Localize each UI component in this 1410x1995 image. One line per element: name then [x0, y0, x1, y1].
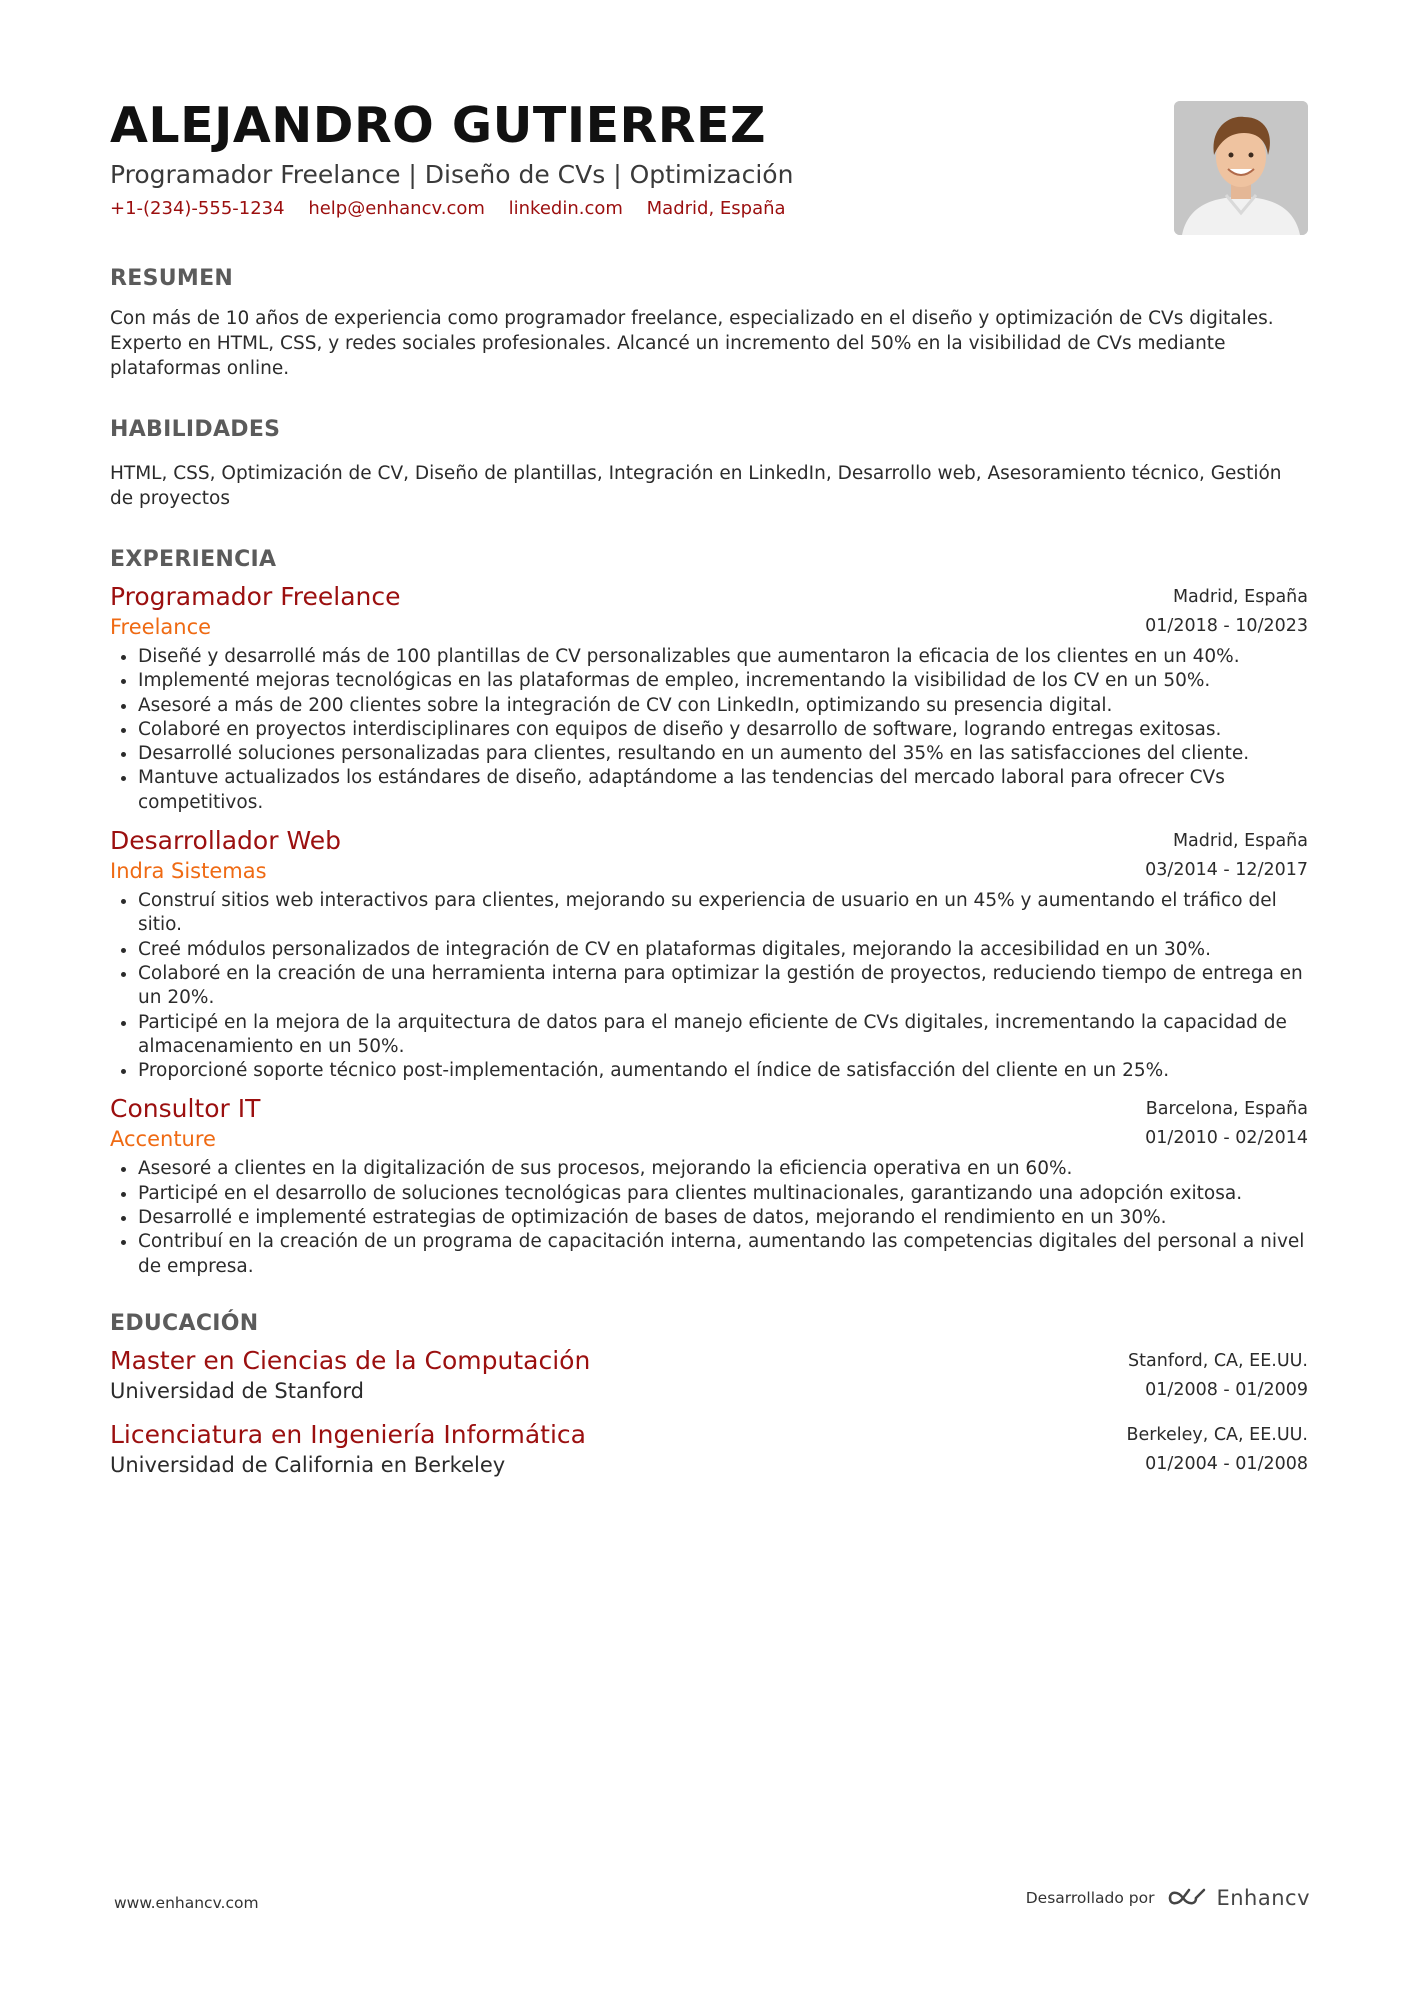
- job-bullets: [110, 1157, 1308, 1278]
- resume-content: [110, 96, 1308, 1489]
- contact-line: [110, 196, 1308, 222]
- job-location: Madrid, España: [1172, 587, 1308, 607]
- bullet-item: • Colaboré en proyectos interdisciplinares con equipos de diseño y desarrollo de software, logrando entregas exitosas.: [138, 718, 1308, 742]
- resume-header: [110, 96, 1308, 238]
- skills-section: [110, 415, 1308, 511]
- bullet-item: • Implementé mejoras tecnológicas en las plataformas de empleo, incrementando la visibilidad de los CV en un 50%.: [138, 669, 1308, 693]
- job-dates: 01/2010 - 02/2014: [1145, 1128, 1308, 1149]
- summary-heading: RESUMEN: [110, 266, 234, 291]
- school-location: Stanford, CA, EE.UU.: [1128, 1350, 1308, 1371]
- school-location: Berkeley, CA, EE.UU.: [1126, 1424, 1308, 1445]
- bullet-item: • Diseñé y desarrollé más de 100 plantillas de CV personalizables que aumentaron la eficacia de los clientes en un 40%.: [138, 645, 1308, 669]
- bullet-item: • Mantuve actualizados los estándares de diseño, adaptándome a las tendencias del mercado laboral para ofrecer CVs competitivos.: [138, 766, 1308, 815]
- experience-entry: [110, 1093, 1308, 1278]
- contact-phone[interactable]: +1-(234)-555-1234: [110, 198, 285, 219]
- company-name: Freelance: [110, 615, 212, 639]
- experience-section: [110, 545, 1308, 1279]
- degree-title: Master en Ciencias de la Computación: [110, 1345, 591, 1375]
- bullet-item: • Asesoré a clientes en la digitalización de sus procesos, mejorando la eficiencia operativa en un 60%.: [138, 1157, 1308, 1181]
- candidate-name: ALEJANDRO GUTIERREZ: [110, 97, 766, 154]
- bullet-item: • Desarrollé e implementé estrategias de optimización de bases de datos, mejorando el rendimiento en un 30%.: [138, 1206, 1308, 1230]
- job-dates: 03/2014 - 12/2017: [1145, 860, 1308, 881]
- skills-text: HTML, CSS, Optimización de CV, Diseño de plantillas, Integración en LinkedIn, Desarrollo web, Asesoramiento técnico, Gestión de proyectos: [110, 463, 1282, 509]
- enhancv-logo[interactable]: [1166, 1886, 1310, 1910]
- education-heading: EDUCACIÓN: [110, 1310, 259, 1336]
- school-name: Universidad de Stanford: [110, 1378, 364, 1403]
- contact-location: Madrid, España: [646, 198, 786, 219]
- job-bullets: [110, 645, 1308, 815]
- education-dates: 01/2008 - 01/2009: [1145, 1379, 1308, 1400]
- powered-by-label: Desarrollado por: [1025, 1889, 1155, 1907]
- contact-linkedin[interactable]: linkedin.com: [508, 198, 623, 219]
- contact-email[interactable]: help@enhancv.com: [308, 198, 485, 219]
- bullet-item: • Colaboré en la creación de una herramienta interna para optimizar la gestión de proyectos, reduciendo tiempo de entrega en un 20%.: [138, 962, 1308, 1011]
- bullet-item: • Contribuí en la creación de un programa de capacitación interna, aumentando las competencias digitales del personal a nivel de empresa.: [138, 1230, 1308, 1279]
- experience-heading: EXPERIENCIA: [110, 547, 277, 572]
- education-section: [110, 1309, 1308, 1479]
- job-bullets: [110, 889, 1308, 1083]
- bullet-item: • Participé en la mejora de la arquitectura de datos para el manejo eficiente de CVs digitales, incrementando la capacidad de almacenamiento en un 50%.: [138, 1011, 1308, 1060]
- skills-heading: HABILIDADES: [110, 417, 281, 442]
- bullet-item: • Creé módulos personalizados de integración de CV en plataformas digitales, mejorando la accesibilidad en un 30%.: [138, 938, 1308, 962]
- summary-text: Con más de 10 años de experiencia como programador freelance, especializado en el diseño y optimización de CVs digitales. Experto en HTML, CSS, y redes sociales profesionales. Alcancé un incremento del 50% en la visibilidad de CVs mediante plataformas online.: [110, 308, 1274, 379]
- experience-entry: [110, 581, 1308, 815]
- degree-title: Licenciatura en Ingeniería Informática: [110, 1419, 586, 1449]
- job-title: Consultor IT: [110, 1094, 261, 1124]
- bullet-item: • Proporcioné soporte técnico post-implementación, aumentando el índice de satisfacción del cliente en un 25%.: [138, 1059, 1308, 1083]
- bullet-item: • Participé en el desarrollo de soluciones tecnológicas para clientes multinacionales, garantizando una adopción exitosa.: [138, 1182, 1308, 1206]
- education-entry: [110, 1419, 1308, 1479]
- job-location: Barcelona, España: [1145, 1099, 1308, 1120]
- education-entry: [110, 1345, 1308, 1405]
- job-title: Desarrollador Web: [110, 826, 341, 856]
- profile-photo: [1174, 101, 1308, 235]
- bullet-item: • Asesoré a más de 200 clientes sobre la integración de CV con LinkedIn, optimizando su presencia digital.: [138, 694, 1308, 718]
- company-name: Indra Sistemas: [110, 859, 267, 884]
- enhancv-brand: Enhancv: [1216, 1886, 1310, 1910]
- enhancv-logo-icon: [1166, 1886, 1210, 1910]
- experience-entry: [110, 825, 1308, 1083]
- bullet-item: • Construí sitios web interactivos para clientes, mejorando su experiencia de usuario en un 45% y aumentando el tráfico del sitio.: [138, 889, 1308, 938]
- bullet-item: • Desarrollé soluciones personalizadas para clientes, resultando en un aumento del 35% en las satisfacciones del cliente.: [138, 742, 1308, 766]
- company-name: Accenture: [110, 1127, 216, 1152]
- job-location: Madrid, España: [1172, 831, 1308, 852]
- job-title: Programador Freelance: [110, 582, 401, 611]
- school-name: Universidad de California en Berkeley: [110, 1452, 506, 1477]
- summary-section: [110, 264, 1308, 381]
- job-dates: 01/2018 - 10/2023: [1145, 616, 1308, 636]
- footer-branding: [1026, 1886, 1310, 1910]
- candidate-title: Programador Freelance | Diseño de CVs | Optimización: [110, 160, 794, 189]
- education-dates: 01/2004 - 01/2008: [1145, 1453, 1308, 1474]
- footer-website[interactable]: www.enhancv.com: [114, 1894, 259, 1912]
